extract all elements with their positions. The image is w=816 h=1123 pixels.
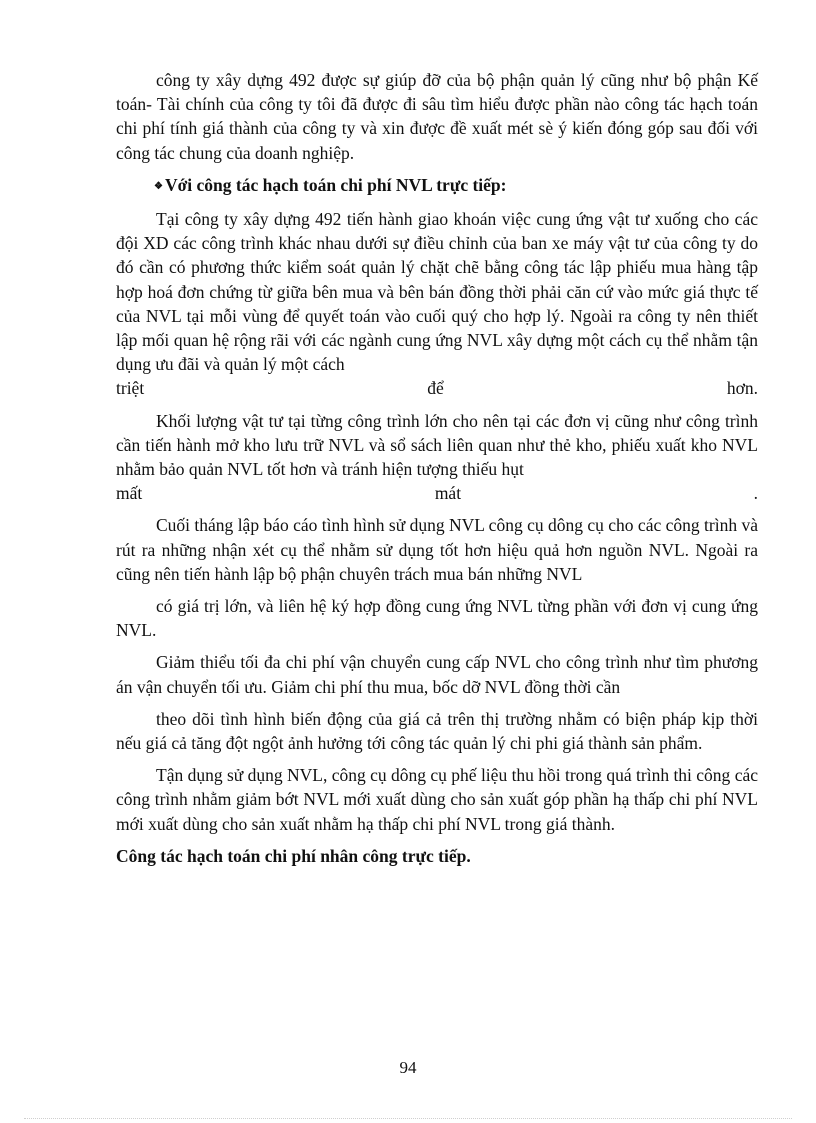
section-heading-nvl	[116, 173, 758, 199]
tail-word-3: hơn.	[726, 378, 758, 399]
section-heading-labor: Công tác hạch toán chi phí nhân công trực tiếp.	[116, 845, 471, 866]
tail-word-1: mất	[116, 483, 143, 504]
page-bottom-divider	[24, 1118, 792, 1119]
paragraph-nvl-procurement-tail	[116, 376, 758, 400]
tail-word-3: .	[753, 483, 758, 504]
paragraph-nvl-procurement-main: Tại công ty xây dựng 492 tiến hành giao khoán việc cung ứng vật tư xuống cho các đội XD các công trình khác nhau dưới sự điều chỉnh của ban xe máy vật tư của công ty do đó cần có phương thức kiểm soát quản lý chặt chẽ bằng công tác lập phiếu mua hàng tập hợp hoá đơn chứng từ giữa bên mua và bên bán đồng thời phải căn cứ vào mức giá thực tế của NVL tại mỗi vùng để quyết toán vào cuối quý cho hợp lý. Ngoài ra công ty nên thiết lập mối quan hệ rộng rãi với các ngành cung ứng NVL xây dựng một cách cụ thể nhằm tận dụng ưu đãi và quản lý một cách	[116, 209, 758, 375]
diamond-bullet-icon: ❖	[154, 180, 163, 192]
paragraph-scrap-reuse: Tận dụng sử dụng NVL, công cụ dông cụ phế liệu thu hồi trong quá trình thi công các công trình nhằm giảm bớt NVL mới xuất dùng cho sản xuất góp phần hạ thấp chi phí NVL mới xuất dùng cho sản xuất nhằm hạ thấp chi phí NVL trong giá thành.	[116, 765, 758, 834]
paragraph-storage-tail	[116, 481, 758, 505]
tail-word-2: mát	[434, 483, 462, 504]
paragraph-storage	[116, 409, 758, 506]
paragraph-monthly-report-cont: có giá trị lớn, và liên hệ ký hợp đồng cung ứng NVL từng phần với đơn vị cung ứng NVL.	[116, 596, 758, 641]
tail-word-1: triệt	[116, 378, 145, 399]
paragraph-storage-main: Khối lượng vật tư tại từng công trình lớn cho nên tại các đơn vị cũng như công trình cần tiến hành mở kho lưu trữ NVL và sổ sách liên quan như thẻ kho, phiếu xuất kho NVL nhằm bảo quản NVL tốt hơn và tránh hiện tượng thiếu hụt	[116, 410, 758, 480]
paragraph-nvl-procurement	[116, 207, 758, 401]
paragraph-monthly-report: Cuối tháng lập báo cáo tình hình sử dụng NVL công cụ dông cụ cho các công trình và rút ra những nhận xét cụ thể nhằm sử dụng tốt hơn hiệu quả hơn nguồn NVL. Ngoài ra cũng nên tiến hành lập bộ phận chuyên trách mua bán những NVL	[116, 515, 758, 584]
tail-word-2: để	[427, 378, 444, 399]
page-number: 94	[399, 1058, 417, 1077]
paragraph-transport: Giảm thiểu tối đa chi phí vận chuyển cung cấp NVL cho công trình như tìm phương án vận chuyển tối ưu. Giảm chi phí thu mua, bốc dỡ NVL đồng thời cần	[116, 652, 758, 697]
section-heading-nvl-text: Với công tác hạch toán chi phí NVL trực tiếp:	[164, 174, 507, 195]
paragraph-intro: công ty xây dựng 492 được sự giúp đỡ của bộ phận quản lý cũng như bộ phận Kế toán- Tài chính của công ty tôi đã được đi sâu tìm hiểu được phần nào công tác hạch toán chi phí tính giá thành của công ty và xin được đề xuất mét sè ý kiến đóng góp sau đối với công tác chung của doanh nghiệp.	[116, 70, 758, 163]
paragraph-transport-cont: theo dõi tình hình biến động của giá cả trên thị trường nhằm có biện pháp kịp thời nếu giá cả tăng đột ngột ảnh hưởng tới công tác quản lý chi phi giá thành sản phẩm.	[116, 708, 758, 754]
document-body	[116, 68, 758, 876]
